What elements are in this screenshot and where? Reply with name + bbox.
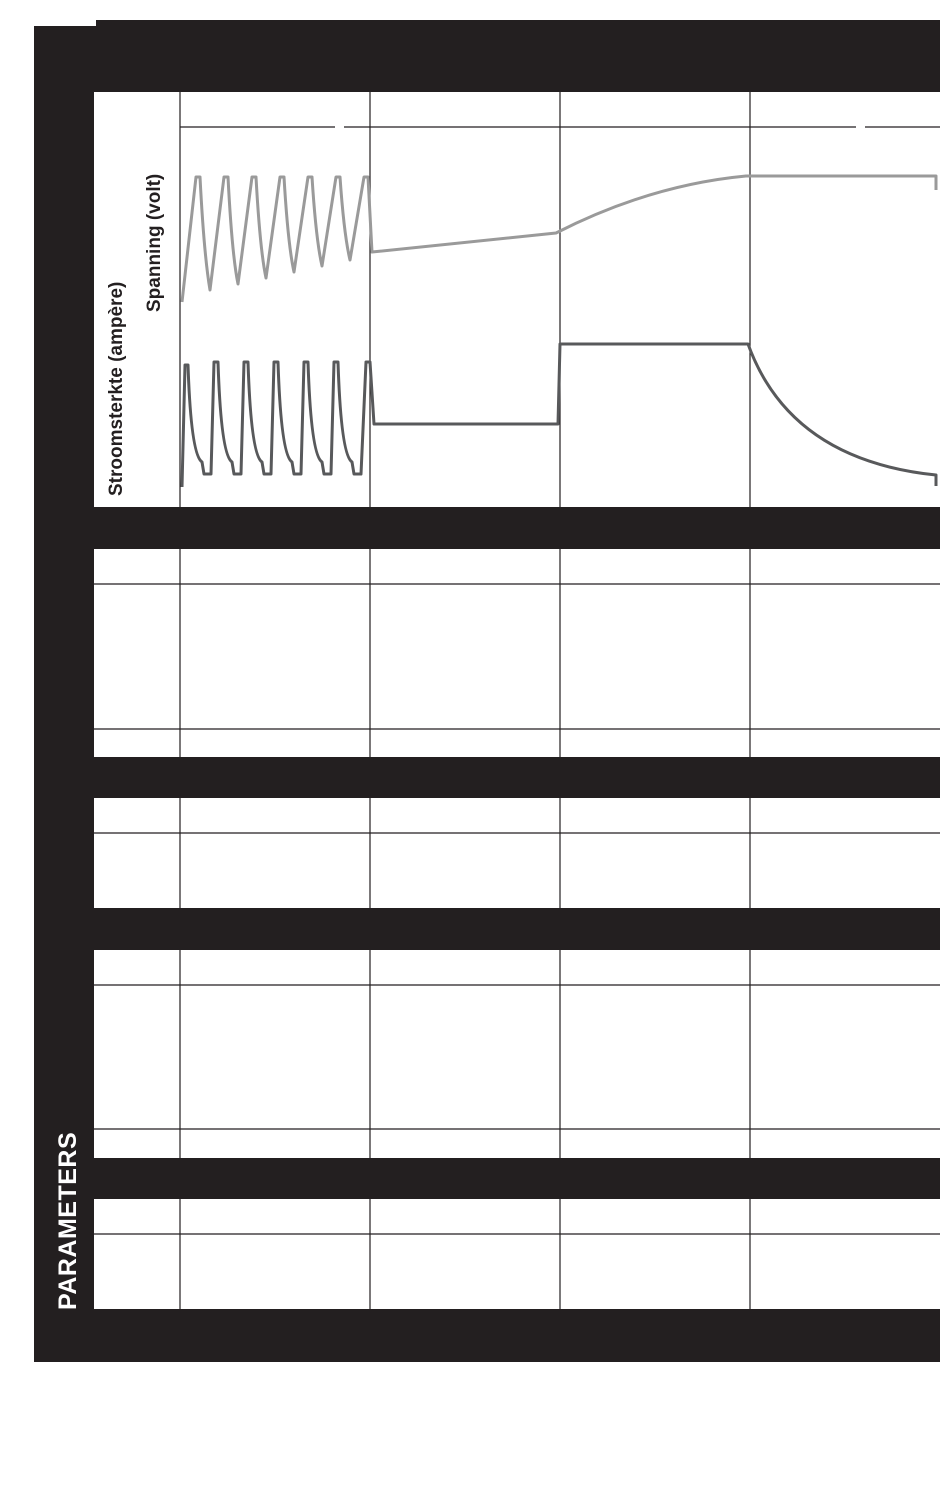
frame-notch [34,20,96,26]
table-section-1 [94,549,940,757]
table-section-3 [94,950,940,1158]
voltage-axis-label: Spanning (volt) [144,173,165,312]
sidebar-title: PARAMETERS [54,1131,82,1310]
current-axis-label: Stroomsterkte (ampère) [106,281,127,496]
table-section-4 [94,1199,940,1309]
table-section-2 [94,798,940,908]
sidebar-title-wrap [54,1131,84,1485]
graph-panel [94,92,940,507]
